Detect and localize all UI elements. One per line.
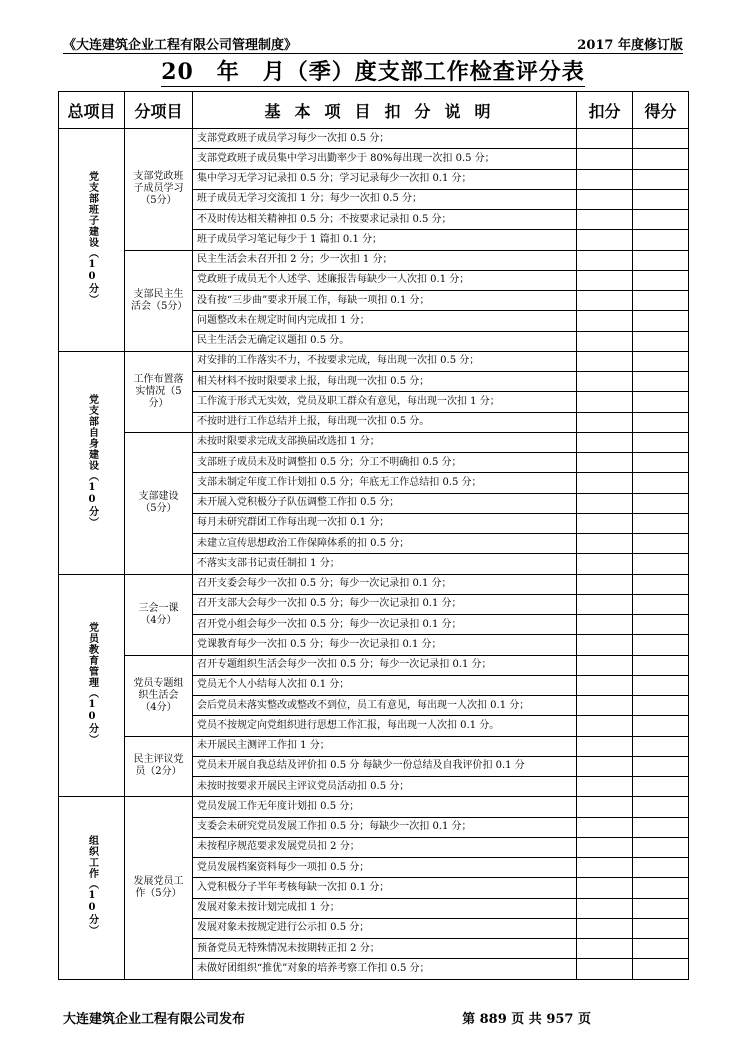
footer-publisher: 大连建筑企业工程有限公司发布 <box>63 1012 246 1027</box>
subitem-cell: 三会一课（4分） <box>125 574 193 655</box>
deduction-rule: 会后党员未落实整改或整改不到位，员工有意见，每出现一人次扣 0.1 分； <box>193 696 577 716</box>
deduction-rule: 民主生活会未召开扣 2 分；少一次扣 1 分； <box>193 250 577 270</box>
score-cell[interactable] <box>633 939 689 959</box>
deduction-rule: 召开党小组会每少一次扣 0.5 分；每少一次记录扣 0.1 分； <box>193 615 577 635</box>
deduction-rule: 不落实支部书记责任制扣 1 分； <box>193 554 577 574</box>
deduct-cell[interactable] <box>577 736 633 756</box>
score-cell[interactable] <box>633 493 689 513</box>
deduction-rule: 对安排的工作落实不力，不按要求完成，每出现一次扣 0.5 分； <box>193 351 577 371</box>
table-row <box>59 129 689 149</box>
deduction-rule: 每月未研究群团工作每出现一次扣 0.1 分； <box>193 513 577 533</box>
col-header-desc: 基本项目扣分说明 <box>193 92 577 129</box>
score-cell[interactable] <box>633 817 689 837</box>
table-row <box>59 351 689 371</box>
score-cell[interactable] <box>633 372 689 392</box>
score-cell[interactable] <box>633 655 689 675</box>
deduction-rule: 支部党政班子成员集中学习出勤率少于 80%每出现一次扣 0.5 分； <box>193 149 577 169</box>
score-cell[interactable] <box>633 210 689 230</box>
deduction-rule: 党政班子成员无个人述学、述廉报告每缺少一人次扣 0.1 分； <box>193 270 577 290</box>
deduct-cell[interactable] <box>577 837 633 857</box>
deduction-rule: 未开展入党积极分子队伍调整工作扣 0.5 分； <box>193 493 577 513</box>
score-cell[interactable] <box>633 149 689 169</box>
deduction-rule: 党员未开展自我总结及评价扣 0.5 分 每缺少一份总结及自我评价扣 0.1 分 <box>193 756 577 776</box>
table-body <box>59 129 689 980</box>
deduct-cell[interactable] <box>577 615 633 635</box>
deduct-cell[interactable] <box>577 432 633 452</box>
deduction-rule: 召开支部大会每少一次扣 0.5 分；每少一次记录扣 0.1 分； <box>193 594 577 614</box>
deduct-cell[interactable] <box>577 777 633 797</box>
deduct-cell[interactable] <box>577 250 633 270</box>
score-cell[interactable] <box>633 432 689 452</box>
col-header-score: 得分 <box>633 92 689 129</box>
score-cell[interactable] <box>633 291 689 311</box>
subitem-cell: 支部建设（5分） <box>125 432 193 574</box>
deduction-rule: 未按时限要求完成支部换届改选扣 1 分； <box>193 432 577 452</box>
deduct-cell[interactable] <box>577 898 633 918</box>
deduct-cell[interactable] <box>577 858 633 878</box>
subitem-cell: 工作布置落实情况（5分） <box>125 351 193 432</box>
score-cell[interactable] <box>633 412 689 432</box>
deduction-rule: 班子成员学习笔记每少于 1 篇扣 0.1 分； <box>193 230 577 250</box>
deduction-rule: 不及时传达相关精神扣 0.5 分；不按要求记录扣 0.5 分； <box>193 210 577 230</box>
category-label: 党支部自身建设（10分） <box>86 393 98 528</box>
deduction-rule: 班子成员无学习交流扣 1 分；每少一次扣 0.5 分； <box>193 189 577 209</box>
deduction-rule: 党员发展工作无年度计划扣 0.5 分； <box>193 797 577 817</box>
deduction-rule: 发展对象未按规定进行公示扣 0.5 分； <box>193 918 577 938</box>
score-cell[interactable] <box>633 959 689 979</box>
deduction-rule: 党员发展档案资料每少一项扣 0.5 分； <box>193 858 577 878</box>
table-row <box>59 432 689 452</box>
footer-page-number: 第 889 页 共 957 页 <box>462 1012 591 1027</box>
score-cell[interactable] <box>633 696 689 716</box>
score-cell[interactable] <box>633 331 689 351</box>
col-header-category: 总项目 <box>59 92 125 129</box>
deduct-cell[interactable] <box>577 696 633 716</box>
score-cell[interactable] <box>633 534 689 554</box>
deduct-cell[interactable] <box>577 554 633 574</box>
deduct-cell[interactable] <box>577 351 633 371</box>
deduction-rule: 工作流于形式无实效，党员及职工群众有意见，每出现一次扣 1 分； <box>193 392 577 412</box>
deduction-rule: 入党积极分子半年考核每缺一次扣 0.1 分； <box>193 878 577 898</box>
subitem-cell: 发展党员工作（5分） <box>125 797 193 979</box>
deduct-cell[interactable] <box>577 169 633 189</box>
deduction-rule: 未做好团组织“推优”对象的培养考察工作扣 0.5 分； <box>193 959 577 979</box>
doc-title <box>63 58 683 86</box>
deduct-cell[interactable] <box>577 493 633 513</box>
page-header <box>63 31 683 54</box>
table-row <box>59 655 689 675</box>
deduction-rule: 民主生活会无确定议题扣 0.5 分。 <box>193 331 577 351</box>
deduction-rule: 党员不按规定向党组织进行思想工作汇报，每出现一人次扣 0.1 分。 <box>193 716 577 736</box>
score-cell[interactable] <box>633 615 689 635</box>
score-cell[interactable] <box>633 169 689 189</box>
score-cell[interactable] <box>633 513 689 533</box>
score-cell[interactable] <box>633 129 689 149</box>
doc-title-text: 20 年 月（季）度支部工作检查评分表 <box>161 59 585 85</box>
deduct-cell[interactable] <box>577 675 633 695</box>
category-cell <box>59 351 125 574</box>
deduct-cell[interactable] <box>577 513 633 533</box>
score-cell[interactable] <box>633 574 689 594</box>
deduct-cell[interactable] <box>577 412 633 432</box>
deduction-rule: 集中学习无学习记录扣 0.5 分；学习记录每少一次扣 0.1 分； <box>193 169 577 189</box>
score-cell[interactable] <box>633 736 689 756</box>
category-label: 组织工作（10分） <box>86 835 98 937</box>
score-cell[interactable] <box>633 797 689 817</box>
deduction-rule: 相关材料不按时限要求上报，每出现一次扣 0.5 分； <box>193 372 577 392</box>
deduction-rule: 没有按“三步曲”要求开展工作，每缺一项扣 0.1 分； <box>193 291 577 311</box>
category-label: 党支部班子建设（10分） <box>86 170 98 305</box>
deduction-rule: 未开展民主测评工作扣 1 分； <box>193 736 577 756</box>
subitem-cell: 民主评议党员（2分） <box>125 736 193 797</box>
score-cell[interactable] <box>633 756 689 776</box>
score-cell[interactable] <box>633 898 689 918</box>
score-cell[interactable] <box>633 189 689 209</box>
score-cell[interactable] <box>633 837 689 857</box>
deduct-cell[interactable] <box>577 534 633 554</box>
deduction-rule: 支部班子成员未及时调整扣 0.5 分；分工不明确扣 0.5 分； <box>193 453 577 473</box>
deduct-cell[interactable] <box>577 817 633 837</box>
deduct-cell[interactable] <box>577 959 633 979</box>
page-footer <box>63 1008 683 1028</box>
deduction-rule: 未按程序规范要求发展党员扣 2 分； <box>193 837 577 857</box>
col-header-sub: 分项目 <box>125 92 193 129</box>
deduct-cell[interactable] <box>577 453 633 473</box>
table-row <box>59 736 689 756</box>
deduct-cell[interactable] <box>577 918 633 938</box>
score-cell[interactable] <box>633 392 689 412</box>
score-cell[interactable] <box>633 878 689 898</box>
score-cell[interactable] <box>633 594 689 614</box>
score-cell[interactable] <box>633 453 689 473</box>
deduction-rule: 预备党员无特殊情况未按期转正扣 2 分； <box>193 939 577 959</box>
deduct-cell[interactable] <box>577 392 633 412</box>
deduction-rule: 召开支委会每少一次扣 0.5 分；每少一次记录扣 0.1 分； <box>193 574 577 594</box>
score-cell[interactable] <box>633 270 689 290</box>
subitem-cell: 支部民主生活会（5分） <box>125 250 193 351</box>
category-cell <box>59 574 125 797</box>
deduct-cell[interactable] <box>577 210 633 230</box>
table-row <box>59 797 689 817</box>
deduction-rule: 党员无个人小结每人次扣 0.1 分； <box>193 675 577 695</box>
deduct-cell[interactable] <box>577 594 633 614</box>
deduction-rule: 党课教育每少一次扣 0.5 分；每少一次记录扣 0.1 分； <box>193 635 577 655</box>
subitem-cell: 支部党政班子成员学习（5分） <box>125 129 193 251</box>
deduct-cell[interactable] <box>577 149 633 169</box>
deduction-rule: 发展对象未按计划完成扣 1 分； <box>193 898 577 918</box>
score-cell[interactable] <box>633 311 689 331</box>
deduction-rule: 未建立宣传思想政治工作保障体系的扣 0.5 分； <box>193 534 577 554</box>
deduct-cell[interactable] <box>577 635 633 655</box>
deduct-cell[interactable] <box>577 311 633 331</box>
deduct-cell[interactable] <box>577 291 633 311</box>
col-header-deduct: 扣分 <box>577 92 633 129</box>
deduct-cell[interactable] <box>577 189 633 209</box>
category-cell <box>59 129 125 352</box>
deduction-rule: 支委会未研究党员发展工作扣 0.5 分；每缺少一次扣 0.1 分； <box>193 817 577 837</box>
subitem-cell: 党员专题组织生活会（4分） <box>125 655 193 736</box>
score-cell[interactable] <box>633 351 689 371</box>
category-label: 党员教育管理（10分） <box>86 621 98 745</box>
deduct-cell[interactable] <box>577 331 633 351</box>
category-cell <box>59 797 125 979</box>
table-row <box>59 574 689 594</box>
deduct-cell[interactable] <box>577 270 633 290</box>
deduction-rule: 支部党政班子成员学习每少一次扣 0.5 分； <box>193 129 577 149</box>
score-cell[interactable] <box>633 230 689 250</box>
deduct-cell[interactable] <box>577 756 633 776</box>
score-cell[interactable] <box>633 250 689 270</box>
deduct-cell[interactable] <box>577 574 633 594</box>
deduct-cell[interactable] <box>577 372 633 392</box>
header-edition: 2017 年度修订版 <box>577 38 683 53</box>
table-header-row <box>59 92 689 129</box>
deduct-cell[interactable] <box>577 230 633 250</box>
score-cell[interactable] <box>633 635 689 655</box>
deduct-cell[interactable] <box>577 797 633 817</box>
deduction-rule: 问题整改未在规定时间内完成扣 1 分； <box>193 311 577 331</box>
score-cell[interactable] <box>633 675 689 695</box>
deduct-cell[interactable] <box>577 129 633 149</box>
score-cell[interactable] <box>633 777 689 797</box>
deduct-cell[interactable] <box>577 878 633 898</box>
deduct-cell[interactable] <box>577 939 633 959</box>
deduction-rule: 支部未制定年度工作计划扣 0.5 分；年底无工作总结扣 0.5 分； <box>193 473 577 493</box>
score-cell[interactable] <box>633 716 689 736</box>
table-row <box>59 250 689 270</box>
deduction-rule: 不按时进行工作总结并上报，每出现一次扣 0.5 分。 <box>193 412 577 432</box>
deduct-cell[interactable] <box>577 473 633 493</box>
deduction-rule: 未按时按要求开展民主评议党员活动扣 0.5 分； <box>193 777 577 797</box>
header-doc-name: 《大连建筑企业工程有限公司管理制度》 <box>63 38 298 53</box>
score-table <box>58 91 689 980</box>
score-cell[interactable] <box>633 473 689 493</box>
score-cell[interactable] <box>633 918 689 938</box>
deduction-rule: 召开专题组织生活会每少一次扣 0.5 分；每少一次记录扣 0.1 分； <box>193 655 577 675</box>
score-cell[interactable] <box>633 858 689 878</box>
deduct-cell[interactable] <box>577 716 633 736</box>
score-cell[interactable] <box>633 554 689 574</box>
deduct-cell[interactable] <box>577 655 633 675</box>
